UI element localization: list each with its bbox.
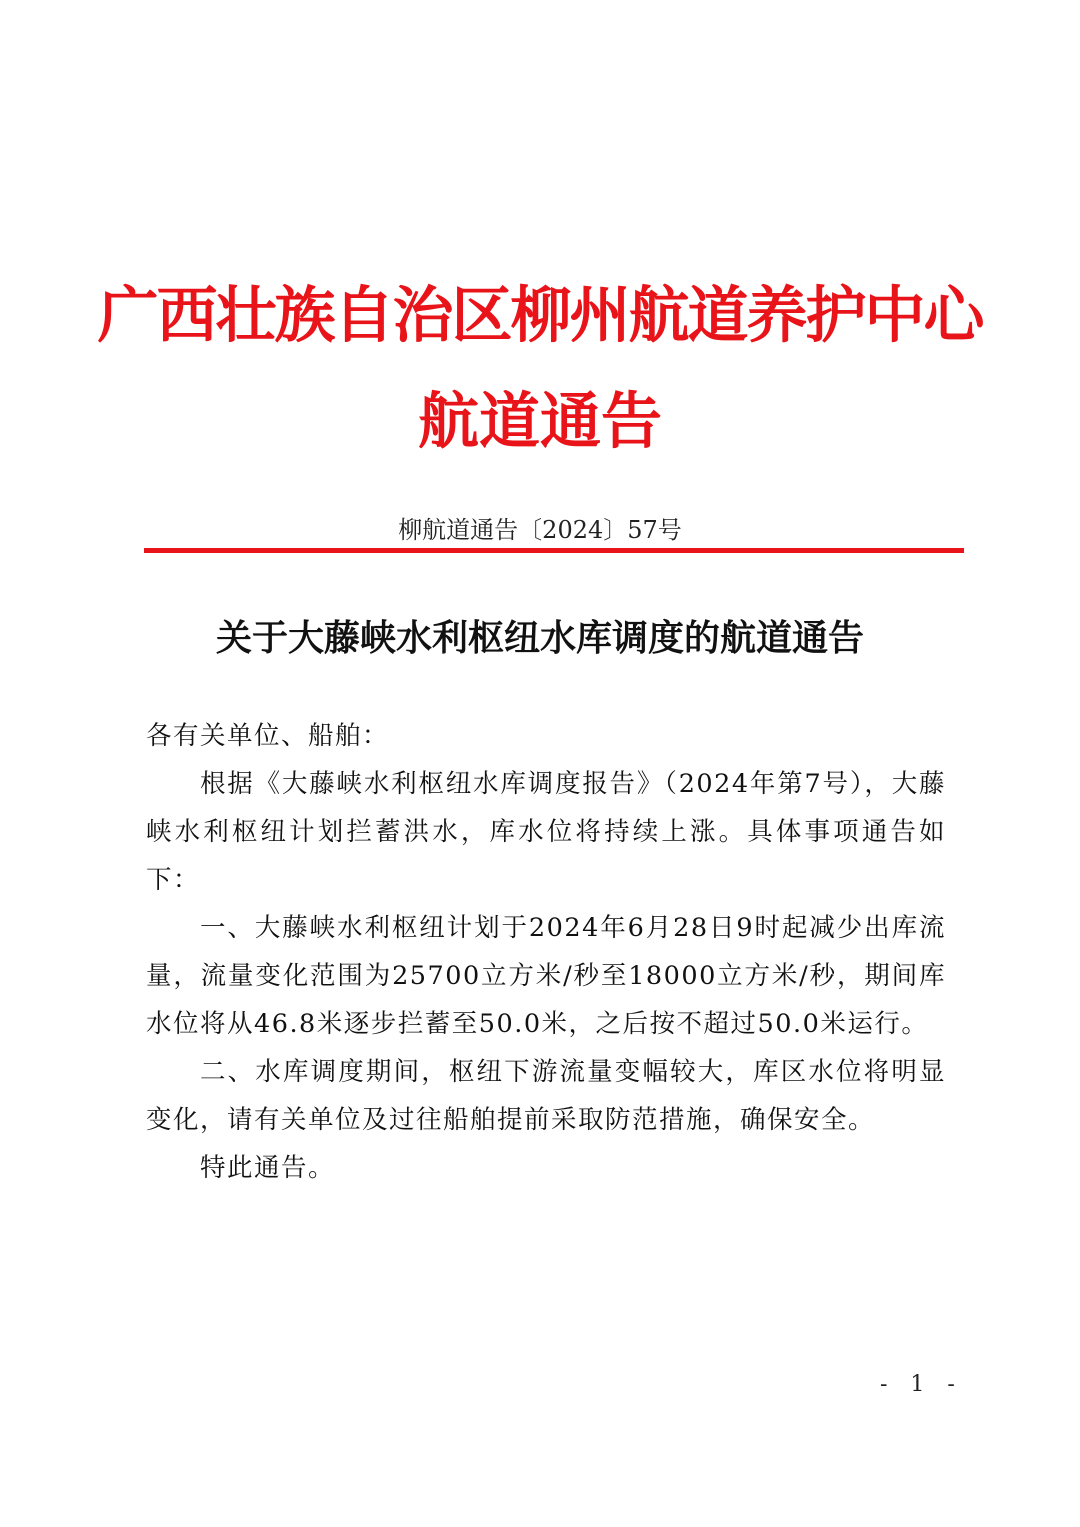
paragraph-intro: 根据《大藤峡水利枢纽水库调度报告》（2024年第7号），大藤峡水利枢纽计划拦蓄洪水，库水位将持续上涨。具体事项通告如下： [146, 769, 946, 895]
notice-body [146, 712, 946, 1192]
salutation: 各有关单位、船舶： [146, 721, 390, 751]
organization-name: 广西壮族自治区柳州航道养护中心 [97, 280, 983, 351]
paragraph-closing: 特此通告。 [200, 1153, 336, 1183]
paragraph-item-2: 二、水库调度期间，枢纽下游流量变幅较大，库区水位将明显变化，请有关单位及过往船舶提前采取防范措施，确保安全。 [146, 1057, 946, 1135]
document-number: 柳航道通告〔2024〕57号 [398, 516, 682, 544]
red-divider [144, 548, 964, 553]
document-type: 航道通告 [417, 386, 662, 457]
paragraph-item-1: 一、大藤峡水利枢纽计划于2024年6月28日9时起减少出库流量，流量变化范围为25700立方米/秒至18000立方米/秒，期间库水位将从46.8米逐步拦蓄至50.0米，之后按不超过50.0米运行。 [146, 913, 946, 1039]
notice-title: 关于大藤峡水利枢纽水库调度的航道通告 [215, 617, 864, 659]
page-number: - 1 - [880, 1372, 963, 1397]
